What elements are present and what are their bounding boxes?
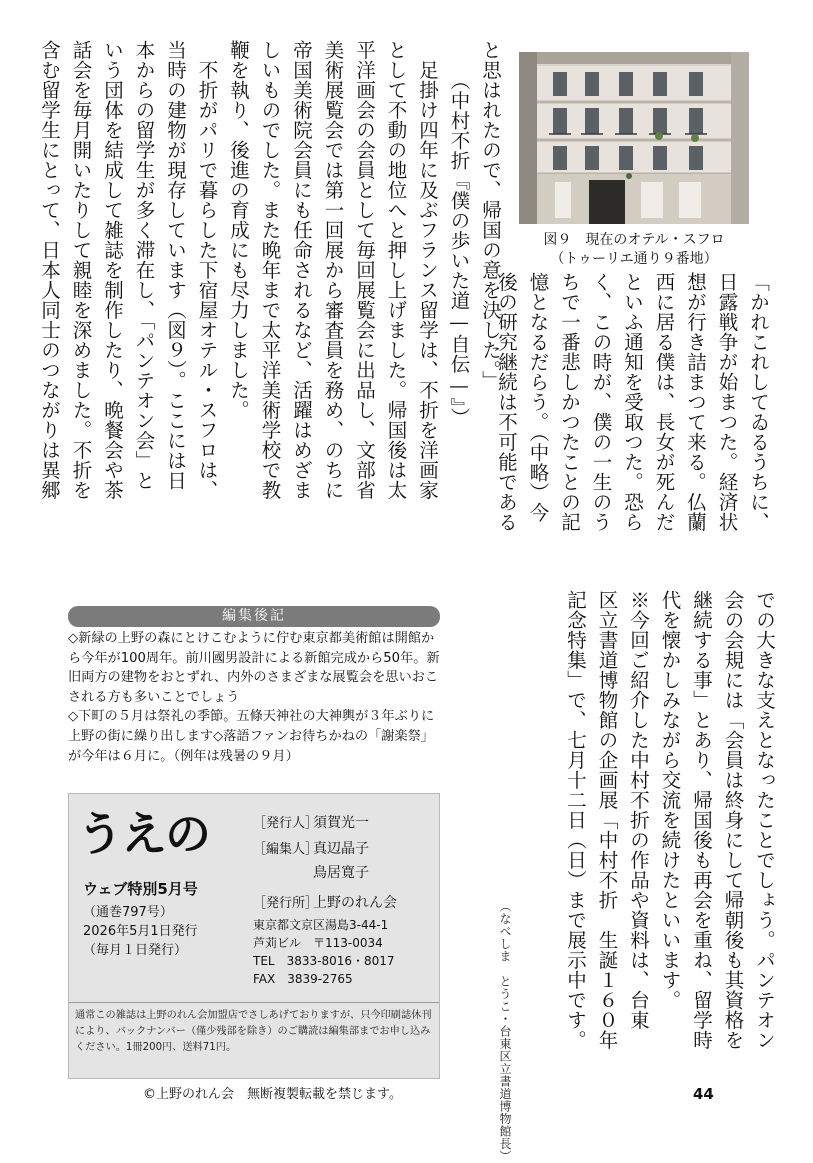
issuer-credit — [253, 892, 397, 912]
text-column: 後の研究継続は不可能である — [495, 272, 518, 532]
editors-note-title: 編集後記 — [68, 606, 440, 627]
figure-caption — [519, 231, 749, 269]
masthead-box — [68, 793, 440, 1079]
text-column: 鞭を執り、後進の育成にも尽力しました。 — [227, 40, 250, 420]
issue-frequency: （毎月１日発行） — [83, 943, 188, 958]
text-column: 区立書道博物館の企画展「中村不折 生誕１６０年 — [595, 590, 619, 1050]
masthead-divider — [69, 1002, 439, 1003]
text-column: 記念特集」で、七月十二日（日）まで展示中です。 — [564, 590, 587, 1050]
editor-name-1: 真辺晶子 — [313, 841, 369, 857]
phone-number: TEL 3833-8016・8017 — [253, 954, 395, 968]
issuer-name: 上野のれん会 — [313, 895, 397, 911]
text-column: 不折がパリで暮らした下宿屋オテル・スフロは、 — [195, 40, 219, 500]
text-column: と思はれたので、帰国の意を決した。」 — [479, 40, 502, 391]
issue-title: ウェブ特別5月号 — [83, 880, 198, 898]
fax-number: FAX 3839-2765 — [253, 972, 353, 986]
page-number: 44 — [693, 1085, 714, 1103]
editor-credit-2 — [313, 862, 369, 882]
text-column: 日露戦争が始まつた。経済状 — [715, 272, 739, 532]
publisher-credit — [253, 812, 369, 832]
editor-label: ［編集人］ — [253, 842, 319, 857]
publisher-name: 須賀光一 — [313, 815, 369, 831]
text-column: 会の会規には「会員は終身にして帰朝後も其資格を — [721, 590, 745, 1050]
text-column: 代を懐かしみながら交流を続けたといいます。 — [658, 590, 682, 1010]
text-column: 「かれこれしてゐるうちに、 — [747, 272, 770, 532]
text-column: 美術展覧会では第一回展から審査員を務め、のちに — [321, 40, 345, 500]
hotel-photo — [519, 52, 749, 224]
text-column: 足掛け四年に及ぶフランス留学は、不折を洋画家 — [416, 40, 439, 500]
editor-credit — [253, 838, 369, 858]
text-column: しいものでした。また晩年まで太平洋美術学校で教 — [258, 40, 282, 500]
text-column: として不動の地位へと押し上げました。帰国後は太 — [384, 40, 408, 500]
magazine-logo: うえの — [77, 807, 209, 861]
issue-number: （通巻797号） — [83, 905, 173, 920]
text-column: 本からの留学生が多く滞在し、「パンテオン会」と — [132, 40, 156, 491]
text-column: ※今回ご紹介した中村不折の作品や資料は、台東 — [627, 590, 650, 1030]
text-column: 憶となるだらう。（中略）今 — [526, 272, 550, 523]
subscription-notice: 通常この雑誌は上野のれん会加盟店でさしあげておりますが、只今印刷誌休刊により、バックナンバー（僅少残部を除き）のご購読は編集部までお申し込みください。1冊200円、送料71円。 — [75, 1010, 432, 1053]
address-line1: 東京都文京区湯島3-44-1 — [253, 918, 389, 932]
text-column: 平洋画会の会員として毎回展覧会に出品し、文部省 — [353, 40, 376, 500]
text-column: 西に居る僕は、長女が死んだ — [652, 272, 676, 532]
text-column: （中村不折『僕の歩いた道—自伝—』） — [447, 40, 471, 428]
text-column: 継続する事」とあり、帰国後も再会を重ね、留学時 — [690, 590, 713, 1050]
body-text-upper — [38, 40, 506, 560]
text-column: 想が行き詰まつて来る。仏蘭 — [684, 272, 707, 532]
text-column: での大きな支えとなったことでしょう。パンテオン — [753, 590, 776, 1050]
text-column: 帝国美術院会員にも任命されるなど、活躍はめざま — [290, 40, 313, 500]
text-column: ちで一番悲しかつたことの記 — [558, 272, 581, 532]
publisher-label: ［発行人］ — [253, 816, 319, 831]
text-column: 当時の建物が現存しています（図９）。ここには日 — [164, 40, 187, 491]
author-attribution: （なべしま とうこ・台東区立書道博物館長） — [498, 900, 512, 1163]
issuer-label: ［発行所］ — [253, 896, 319, 911]
issue-date: 2026年5月1日発行 — [83, 924, 198, 939]
editors-note-body — [68, 629, 446, 766]
text-column: 含む留学生にとって、日本人同士のつながりは異郷 — [38, 40, 61, 500]
body-text-quote — [495, 272, 774, 562]
figure-caption-line1: 図９ 現在のオテル・スフロ — [543, 232, 725, 248]
text-column: く、この時が、僕の一生のう — [589, 272, 613, 532]
editors-note-paragraph: ◇下町の５月は祭礼の季節。五條天神社の大神輿が３年ぶりに上野の街に繰り出します◇落語ファンお待ちかねの「謝楽祭」が今年は６月に。（例年は残暑の９月） — [68, 709, 435, 764]
address-line2: 芦苅ビル 〒113-0034 — [253, 936, 383, 950]
figure-caption-line2: （トゥーリエ通り９番地） — [550, 251, 718, 267]
body-text-lower — [512, 590, 780, 1085]
text-column: 話会を毎月開いたりして親睦を深めました。不折を — [69, 40, 93, 500]
text-column: といふ通知を受取つた。恐ら — [621, 272, 644, 532]
editor-name-2: 鳥居寛子 — [313, 865, 369, 881]
editors-note-paragraph: ◇新緑の上野の森にとけこむように佇む東京都美術館は開館から今年が100周年。前川國男設計による新館完成から50年。新旧両方の建物をおとずれ、内外のさまざまな展覧会を思いおこされる方も多いことでしょう — [68, 631, 440, 705]
text-column: いう団体を結成して雑誌を制作したり、晩餐会や茶 — [101, 40, 124, 500]
publisher-address — [253, 916, 395, 988]
copyright-notice: ©上野のれん会 無断複製転載を禁じます。 — [143, 1087, 402, 1102]
